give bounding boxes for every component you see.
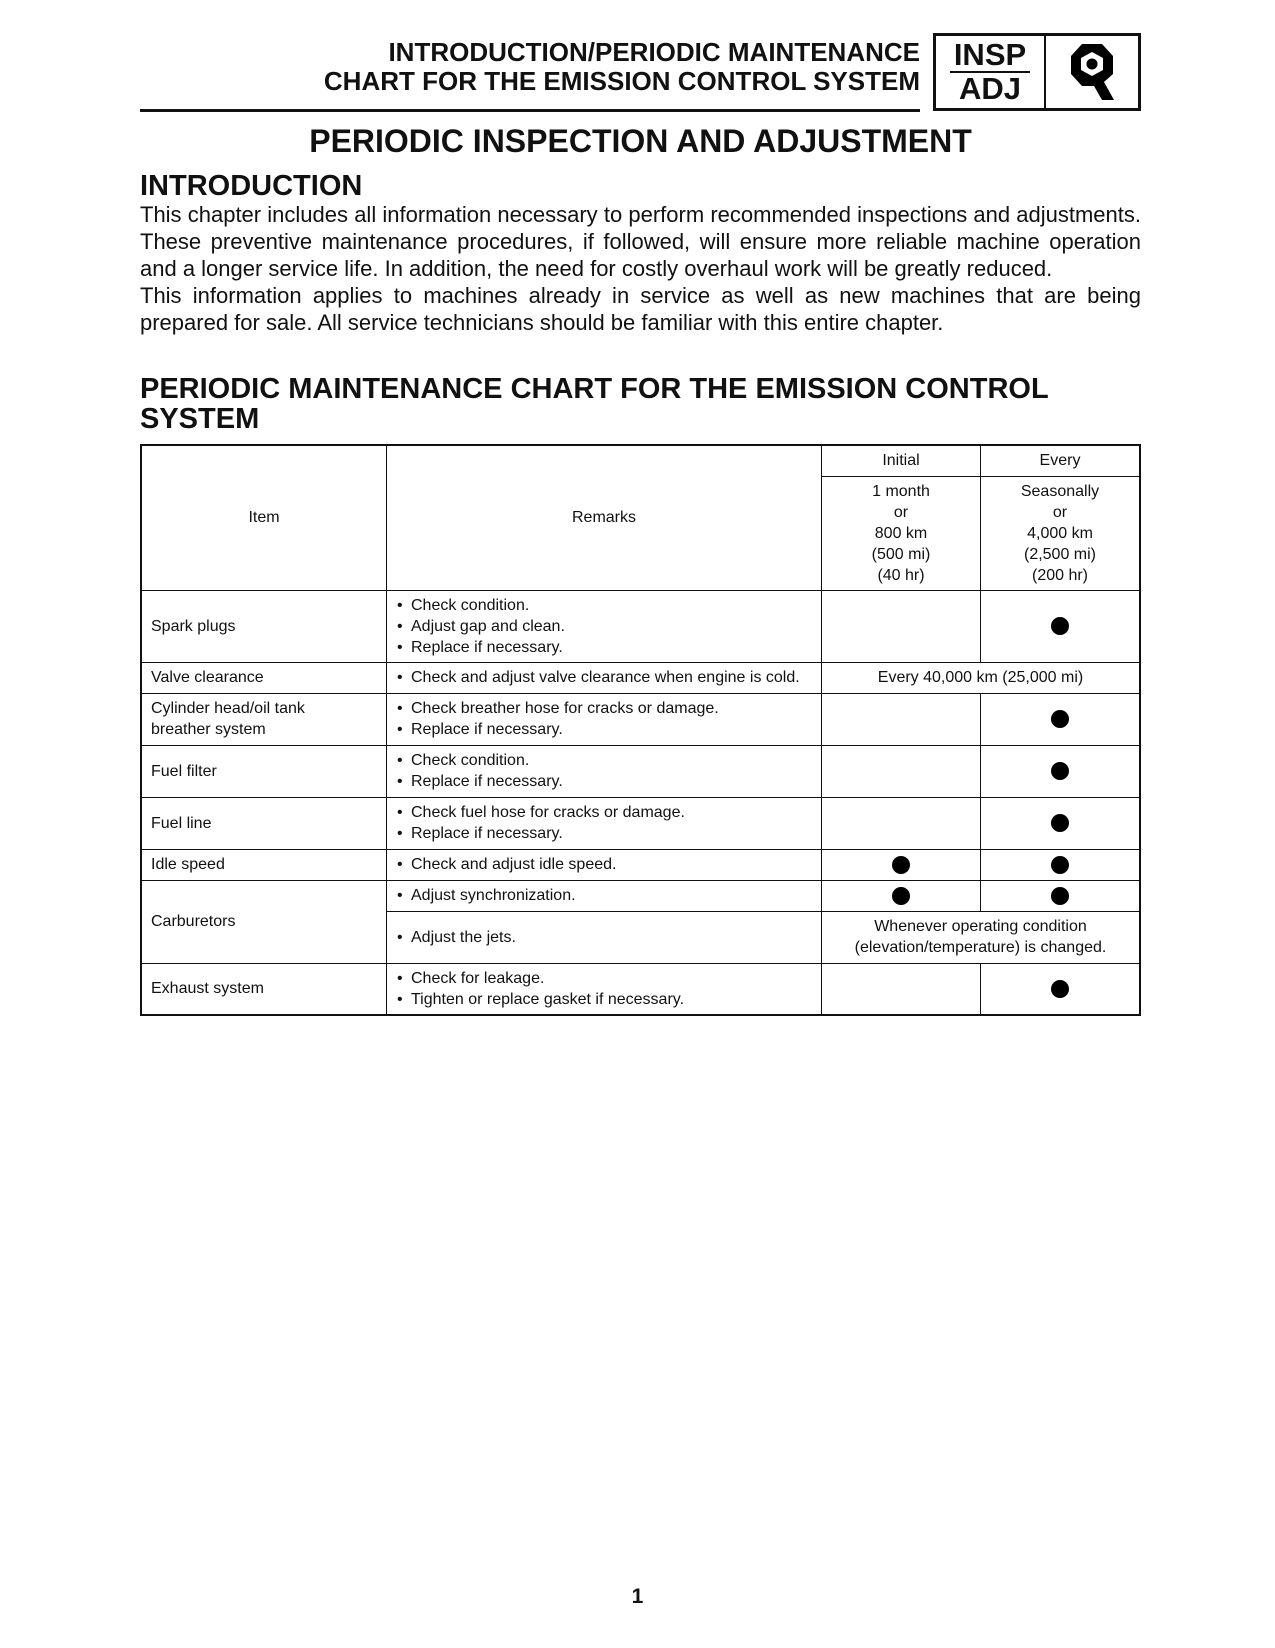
initial-cell (822, 590, 981, 662)
initial-interval-line: or (893, 503, 909, 521)
item-cell (141, 693, 387, 745)
initial-interval-line: (40 hr) (877, 566, 925, 584)
introduction-paragraph-2: This information applies to machines already in service as well as new machines that are being prepared for sale. All service technicians should be familiar with this entire chapter. (140, 283, 1141, 335)
remarks-cell (387, 880, 822, 911)
initial-cell (822, 693, 981, 745)
remark-item: • Check condition. (396, 595, 812, 616)
running-header (140, 38, 920, 96)
check-dot-icon (1051, 856, 1069, 874)
initial-interval-line: 800 km (874, 524, 928, 542)
initial-cell (822, 849, 981, 880)
check-dot-icon (1051, 814, 1069, 832)
item-cell: Spark plugs (141, 590, 387, 662)
check-dot-icon (1051, 710, 1069, 728)
table-row (141, 880, 1140, 911)
section-badge (933, 33, 1141, 111)
table-row (141, 662, 1140, 693)
introduction-body (140, 201, 1141, 336)
remarks-cell (387, 662, 822, 693)
every-cell (981, 880, 1141, 911)
remark-item: • Check fuel hose for cracks or damage. (396, 802, 812, 823)
table-header-row (141, 445, 1140, 476)
initial-cell (822, 745, 981, 797)
initial-interval-line: 1 month (872, 482, 930, 500)
item-cell: Carburetors (141, 880, 387, 963)
table-row (141, 797, 1140, 849)
check-dot-icon (892, 856, 910, 874)
remark-item: • Adjust synchronization. (396, 885, 812, 906)
every-interval-line: (200 hr) (1031, 566, 1089, 584)
remark-item: • Adjust the jets. (396, 927, 812, 948)
every-cell (981, 963, 1141, 1015)
remarks-cell (387, 963, 822, 1015)
item-cell: Fuel line (141, 797, 387, 849)
every-cell (981, 849, 1141, 880)
remark-item: • Check for leakage. (396, 968, 812, 989)
remark-item: • Tighten or replace gasket if necessary. (396, 989, 812, 1010)
every-cell (981, 590, 1141, 662)
badge-label-adj: ADJ (958, 71, 1021, 106)
interval-note-line: (elevation/temperature) is changed. (854, 939, 1107, 956)
introduction-heading: INTRODUCTION (140, 170, 363, 202)
check-dot-icon (1051, 887, 1069, 905)
section-badge-text (936, 36, 1046, 108)
remarks-cell (387, 849, 822, 880)
check-dot-icon (1051, 762, 1069, 780)
table-row (141, 693, 1140, 745)
every-interval-line: 4,000 km (1027, 524, 1093, 542)
introduction-paragraph-1: This chapter includes all information necessary to perform recommended inspections and adjustments. These preventive maintenance procedures, if followed, will ensure more reliable machine operation and a longer service life. In addition, the need for costly overhaul work will be greatly reduced. (140, 202, 1141, 281)
table-row (141, 963, 1140, 1015)
remark-item: • Replace if necessary. (396, 823, 812, 844)
every-interval-line: Seasonally (1020, 482, 1100, 500)
badge-label-insp: INSP (950, 39, 1030, 73)
interval-note-cell (822, 911, 1141, 963)
every-interval-line: or (1052, 503, 1068, 521)
initial-cell (822, 963, 981, 1015)
item-cell: Exhaust system (141, 963, 387, 1015)
check-dot-icon (1051, 980, 1069, 998)
wrench-nut-icon (1046, 36, 1138, 108)
remark-item: • Check and adjust idle speed. (396, 854, 812, 875)
remark-item: • Adjust gap and clean. (396, 616, 812, 637)
remarks-cell (387, 797, 822, 849)
initial-cell (822, 797, 981, 849)
header-rule (140, 109, 920, 112)
table-row (141, 590, 1140, 662)
every-cell (981, 745, 1141, 797)
remarks-cell (387, 693, 822, 745)
every-cell (981, 693, 1141, 745)
page-number: 1 (631, 1585, 644, 1608)
initial-interval-line: (500 mi) (871, 545, 931, 563)
remark-item: • Check condition. (396, 750, 812, 771)
remarks-cell (387, 590, 822, 662)
column-header-initial: Initial (822, 445, 981, 476)
table-row (141, 745, 1140, 797)
check-dot-icon (1051, 617, 1069, 635)
interval-note-cell: Every 40,000 km (25,000 mi) (822, 662, 1141, 693)
remark-item: • Check and adjust valve clearance when engine is cold. (396, 667, 812, 688)
initial-interval-cell (822, 476, 981, 590)
remark-item: • Replace if necessary. (396, 719, 812, 740)
item-line: Cylinder head/oil tank (151, 700, 305, 717)
item-cell: Valve clearance (141, 662, 387, 693)
remark-item: • Replace if necessary. (396, 771, 812, 792)
every-interval-line: (2,500 mi) (1023, 545, 1097, 563)
page-title: PERIODIC INSPECTION AND ADJUSTMENT (309, 123, 972, 159)
remark-item: • Replace if necessary. (396, 637, 812, 658)
running-header-line-2: CHART FOR THE EMISSION CONTROL SYSTEM (323, 66, 920, 96)
maintenance-chart-heading: PERIODIC MAINTENANCE CHART FOR THE EMISSION CONTROL SYSTEM (140, 373, 1049, 435)
item-cell: Idle speed (141, 849, 387, 880)
remarks-cell (387, 745, 822, 797)
initial-cell (822, 880, 981, 911)
remark-item: • Check breather hose for cracks or damage. (396, 698, 812, 719)
running-header-line-1: INTRODUCTION/PERIODIC MAINTENANCE (388, 37, 920, 67)
remarks-cell (387, 911, 822, 963)
column-header-remarks: Remarks (387, 445, 822, 590)
item-line: breather system (151, 721, 266, 738)
check-dot-icon (892, 887, 910, 905)
every-cell (981, 797, 1141, 849)
column-header-every: Every (981, 445, 1141, 476)
column-header-item: Item (141, 445, 387, 590)
interval-note-line: Whenever operating condition (874, 918, 1087, 935)
item-cell: Fuel filter (141, 745, 387, 797)
every-interval-cell (981, 476, 1141, 590)
maintenance-chart-table (140, 444, 1141, 1016)
table-row (141, 849, 1140, 880)
